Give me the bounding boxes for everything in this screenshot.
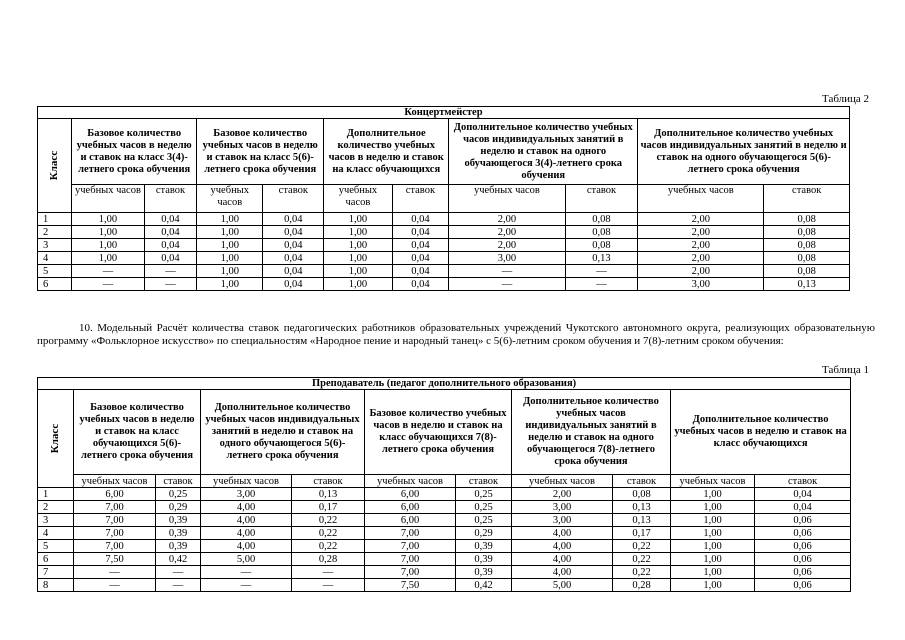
table-cell: 0,39: [156, 527, 201, 540]
table-cell: 0,25: [456, 514, 512, 527]
table2-body: [38, 213, 850, 291]
table-cell: 2,00: [638, 239, 764, 252]
table-cell: 4,00: [201, 527, 292, 540]
table-cell: —: [292, 579, 365, 592]
sub-header-hours: учебных часов: [72, 185, 145, 213]
class-header: Класс: [38, 390, 74, 488]
table-cell: 0,04: [144, 213, 196, 226]
table-cell: 0,39: [156, 514, 201, 527]
table-cell: 0,04: [392, 226, 449, 239]
table-cell: —: [144, 265, 196, 278]
sub-header-rate: ставок: [392, 185, 449, 213]
table-cell: 1,00: [324, 226, 392, 239]
table-cell: 0,04: [755, 501, 851, 514]
table-cell: 2,00: [449, 213, 565, 226]
table-row: [38, 278, 850, 291]
table-cell: 0,08: [764, 265, 850, 278]
table-cell: 7,00: [74, 527, 156, 540]
sub-header-hours: учебных часов: [74, 475, 156, 488]
group-header: Дополнительное количество учебных часов в неделю и ставок на класс обучающихся: [324, 119, 449, 185]
table-cell: —: [72, 278, 145, 291]
table-cell: 3,00: [512, 514, 613, 527]
table-cell: 0,04: [263, 278, 324, 291]
table-cell: 0,13: [613, 514, 671, 527]
table-cell: 7,50: [365, 579, 456, 592]
row-class-number: 8: [38, 579, 74, 592]
table-cell: 0,04: [392, 252, 449, 265]
table-cell: 1,00: [324, 265, 392, 278]
sub-header-rate: ставок: [456, 475, 512, 488]
table-cell: 0,08: [764, 239, 850, 252]
paragraph-10: 10. Модельный Расчёт количества ставок педагогических работников образовательных учреждений Чукотского автономного округа, реализующих образовательную программу «Фольклорное искусство» по специальностям «Народное пение и народный танец» с 5(6)-летним сроком обучения и 7(8)-летним сроком обучения:: [37, 322, 875, 347]
table-cell: —: [565, 278, 638, 291]
class-header: Класс: [38, 119, 72, 213]
table-cell: 6,00: [365, 514, 456, 527]
table-cell: 0,25: [456, 488, 512, 501]
table-cell: 1,00: [197, 265, 263, 278]
table-cell: 5,00: [201, 553, 292, 566]
table-row: [38, 226, 850, 239]
table-cell: 1,00: [671, 514, 755, 527]
table-cell: 0,06: [755, 566, 851, 579]
table-cell: —: [156, 579, 201, 592]
group-header: Базовое количество учебных часов в неделю и ставок на класс 3(4)-летнего срока обучения: [72, 119, 197, 185]
table-cell: 0,04: [263, 252, 324, 265]
table-cell: 6,00: [74, 488, 156, 501]
table-cell: 0,08: [565, 213, 638, 226]
table-cell: 1,00: [72, 252, 145, 265]
table-cell: —: [565, 265, 638, 278]
table-cell: 1,00: [324, 252, 392, 265]
table-cell: —: [201, 566, 292, 579]
table-cell: 0,22: [613, 553, 671, 566]
table-cell: 0,17: [292, 501, 365, 514]
group-header: Дополнительное количество учебных часов индивидуальных занятий в неделю и ставок на одного обучающегося 3(4)-летнего срока обучения: [449, 119, 638, 185]
sub-header-hours: учебных часов: [512, 475, 613, 488]
table-row: [38, 540, 851, 553]
table-cell: —: [156, 566, 201, 579]
table-cell: 1,00: [671, 488, 755, 501]
table-cell: 1,00: [197, 239, 263, 252]
sub-header-rate: ставок: [263, 185, 324, 213]
table-cell: 0,08: [565, 226, 638, 239]
sub-header-rate: ставок: [565, 185, 638, 213]
sub-header-hours: учебных часов: [365, 475, 456, 488]
table-cell: 4,00: [512, 527, 613, 540]
table-cell: 0,13: [613, 501, 671, 514]
table-cell: 1,00: [671, 566, 755, 579]
table-cell: 1,00: [72, 213, 145, 226]
table-cell: 1,00: [324, 213, 392, 226]
table-cell: 0,04: [263, 226, 324, 239]
table-cell: 0,22: [292, 540, 365, 553]
row-class-number: 5: [38, 540, 74, 553]
table-cell: 0,25: [156, 488, 201, 501]
table-cell: 2,00: [512, 488, 613, 501]
sub-header-rate: ставок: [144, 185, 196, 213]
table-cell: 0,08: [764, 213, 850, 226]
row-class-number: 6: [38, 553, 74, 566]
table-cell: 1,00: [197, 252, 263, 265]
table1-title: Преподаватель (педагог дополнительного образования): [38, 378, 851, 390]
table-cell: 0,29: [156, 501, 201, 514]
table1-caption: Таблица 1: [822, 364, 870, 376]
table-cell: 4,00: [201, 540, 292, 553]
table-row: [38, 213, 850, 226]
table-cell: 2,00: [638, 213, 764, 226]
table-cell: 2,00: [449, 226, 565, 239]
table-concertmaster: [37, 106, 850, 291]
table-cell: —: [201, 579, 292, 592]
sub-header-rate: ставок: [613, 475, 671, 488]
table-cell: 1,00: [671, 527, 755, 540]
table-cell: 1,00: [671, 579, 755, 592]
table-cell: —: [72, 265, 145, 278]
table-cell: 0,04: [392, 265, 449, 278]
table-cell: 0,04: [755, 488, 851, 501]
table-cell: 7,50: [74, 553, 156, 566]
table-row: [38, 527, 851, 540]
table-cell: —: [449, 278, 565, 291]
table-row: [38, 501, 851, 514]
table-cell: 3,00: [201, 488, 292, 501]
table-cell: 1,00: [671, 553, 755, 566]
table-cell: 0,04: [144, 252, 196, 265]
table-cell: 0,22: [292, 527, 365, 540]
table-cell: 2,00: [638, 252, 764, 265]
row-class-number: 2: [38, 226, 72, 239]
table-cell: 4,00: [201, 501, 292, 514]
table-cell: 3,00: [512, 501, 613, 514]
table-cell: 1,00: [197, 278, 263, 291]
table-row: [38, 239, 850, 252]
table-row: [38, 252, 850, 265]
table-cell: 0,04: [263, 265, 324, 278]
table-cell: 0,04: [392, 278, 449, 291]
table-cell: 4,00: [512, 553, 613, 566]
row-class-number: 3: [38, 239, 72, 252]
table-cell: 0,08: [565, 239, 638, 252]
table-row: [38, 566, 851, 579]
sub-header-rate: ставок: [764, 185, 850, 213]
table-cell: 1,00: [197, 213, 263, 226]
table-cell: 0,13: [764, 278, 850, 291]
row-class-number: 5: [38, 265, 72, 278]
table-cell: 0,13: [565, 252, 638, 265]
table-cell: 0,13: [292, 488, 365, 501]
row-class-number: 4: [38, 252, 72, 265]
table-cell: 6,00: [365, 488, 456, 501]
sub-header-rate: ставок: [292, 475, 365, 488]
table-cell: 0,28: [292, 553, 365, 566]
table1-body: [38, 488, 851, 592]
table-cell: 1,00: [324, 278, 392, 291]
table-cell: 0,25: [456, 501, 512, 514]
table-cell: 0,28: [613, 579, 671, 592]
table-cell: 7,00: [365, 540, 456, 553]
table-cell: 1,00: [197, 226, 263, 239]
table-cell: 7,00: [74, 514, 156, 527]
table-cell: 0,04: [263, 239, 324, 252]
table-cell: 0,04: [263, 213, 324, 226]
table-cell: 0,17: [613, 527, 671, 540]
table-cell: —: [74, 566, 156, 579]
table-cell: 0,06: [755, 540, 851, 553]
group-header: Дополнительное количество учебных часов индивидуальных занятий в неделю и ставок на одного обучающегося 5(6)-летнего срока обучения: [638, 119, 850, 185]
sub-header-hours: учебных часов: [324, 185, 392, 213]
table-cell: 3,00: [449, 252, 565, 265]
row-class-number: 6: [38, 278, 72, 291]
table-cell: 0,06: [755, 579, 851, 592]
table-cell: 0,39: [456, 566, 512, 579]
table-cell: 0,08: [764, 252, 850, 265]
group-header: Дополнительное количество учебных часов в неделю и ставок на класс обучающихся: [671, 390, 851, 475]
table-cell: 0,04: [392, 239, 449, 252]
group-header: Дополнительное количество учебных часов индивидуальных занятий в неделю и ставок на одного обучающегося 7(8)-летнего срока обучения: [512, 390, 671, 475]
table-row: [38, 553, 851, 566]
row-class-number: 1: [38, 488, 74, 501]
table-cell: 0,08: [764, 226, 850, 239]
table-cell: 4,00: [512, 540, 613, 553]
table-cell: 7,00: [74, 501, 156, 514]
table-cell: 0,39: [456, 540, 512, 553]
table-cell: 0,04: [392, 213, 449, 226]
table-cell: 7,00: [365, 566, 456, 579]
table-cell: 2,00: [449, 239, 565, 252]
table-cell: 0,42: [156, 553, 201, 566]
table-cell: 0,22: [292, 514, 365, 527]
table2-title: Концертмейстер: [38, 107, 850, 119]
table-row: [38, 265, 850, 278]
table-cell: 7,00: [74, 540, 156, 553]
table-cell: 0,08: [613, 488, 671, 501]
table-cell: 0,06: [755, 514, 851, 527]
row-class-number: 2: [38, 501, 74, 514]
group-header: Базовое количество учебных часов в неделю и ставок на класс обучающихся 5(6)-летнего срока обучения: [74, 390, 201, 475]
table-cell: 2,00: [638, 226, 764, 239]
table-cell: 0,04: [144, 239, 196, 252]
table-cell: 2,00: [638, 265, 764, 278]
table-cell: 3,00: [638, 278, 764, 291]
sub-header-hours: учебных часов: [638, 185, 764, 213]
table-cell: 0,39: [456, 553, 512, 566]
table-cell: 0,22: [613, 540, 671, 553]
table2-caption: Таблица 2: [822, 93, 870, 105]
table-cell: 0,06: [755, 553, 851, 566]
table-cell: 0,42: [456, 579, 512, 592]
table-cell: 0,29: [456, 527, 512, 540]
sub-header-rate: ставок: [156, 475, 201, 488]
table-cell: 4,00: [201, 514, 292, 527]
table-cell: 1,00: [671, 501, 755, 514]
table-cell: 0,04: [144, 226, 196, 239]
table-cell: —: [292, 566, 365, 579]
table-row: [38, 579, 851, 592]
table-cell: 7,00: [365, 553, 456, 566]
sub-header-hours: учебных часов: [201, 475, 292, 488]
table-cell: 5,00: [512, 579, 613, 592]
table-row: [38, 488, 851, 501]
table-cell: —: [144, 278, 196, 291]
row-class-number: 4: [38, 527, 74, 540]
row-class-number: 3: [38, 514, 74, 527]
row-class-number: 7: [38, 566, 74, 579]
sub-header-hours: учебных часов: [671, 475, 755, 488]
sub-header-hours: учебных часов: [197, 185, 263, 213]
table-cell: 0,22: [613, 566, 671, 579]
table-cell: 1,00: [72, 239, 145, 252]
sub-header-hours: учебных часов: [449, 185, 565, 213]
table-cell: 0,39: [156, 540, 201, 553]
table-cell: 6,00: [365, 501, 456, 514]
table-teacher: [37, 377, 851, 592]
table-cell: 1,00: [671, 540, 755, 553]
table-cell: 0,06: [755, 527, 851, 540]
group-header: Дополнительное количество учебных часов индивидуальных занятий в неделю и ставок на одного обучающегося 5(6)-летнего срока обучения: [201, 390, 365, 475]
group-header: Базовое количество учебных часов в неделю и ставок на класс обучающихся 7(8)-летнего срока обучения: [365, 390, 512, 475]
table-cell: 1,00: [72, 226, 145, 239]
table-row: [38, 514, 851, 527]
sub-header-rate: ставок: [755, 475, 851, 488]
table-cell: 4,00: [512, 566, 613, 579]
table-cell: —: [74, 579, 156, 592]
group-header: Базовое количество учебных часов в неделю и ставок на класс 5(6)- летнего срока обучения: [197, 119, 324, 185]
table-cell: 1,00: [324, 239, 392, 252]
row-class-number: 1: [38, 213, 72, 226]
table-cell: 7,00: [365, 527, 456, 540]
table-cell: —: [449, 265, 565, 278]
